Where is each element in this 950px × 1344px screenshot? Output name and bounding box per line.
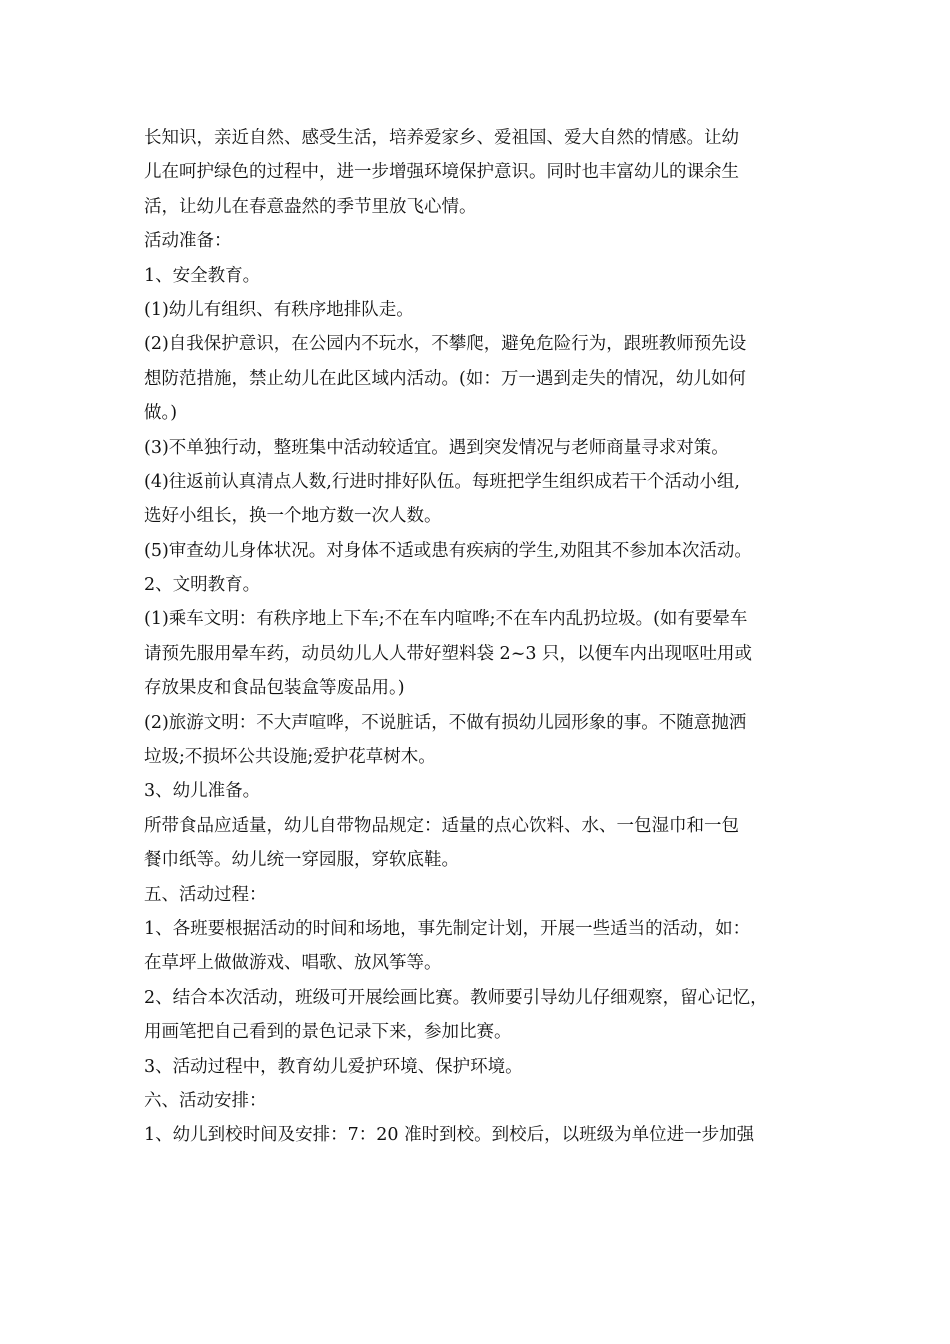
subsection-heading: 3、幼儿准备。 <box>144 781 261 802</box>
text-line: 做。) <box>144 403 178 424</box>
text-line: (1)乘车文明：有秩序地上下车;不在车内喧哗;不在车内乱扔垃圾。(如有要晕车 <box>144 609 748 630</box>
section-heading: 六、活动安排： <box>144 1090 267 1111</box>
section-heading: 活动准备： <box>144 231 232 252</box>
subsection-heading: 2、文明教育。 <box>144 575 261 596</box>
text-line: (2)旅游文明：不大声喧哗，不说脏话，不做有损幼儿园形象的事。不随意抛洒 <box>144 712 747 733</box>
text-line: 垃圾;不损坏公共设施;爱护花草树木。 <box>144 747 436 768</box>
text-line: 儿在呵护绿色的过程中，进一步增强环境保护意识。同时也丰富幼儿的课余生 <box>144 162 739 183</box>
text-line: 1、幼儿到校时间及安排：7：20 准时到校。到校后，以班级为单位进一步加强 <box>144 1125 755 1146</box>
text-line: (2)自我保护意识，在公园内不玩水，不攀爬，避免危险行为，跟班教师预先设 <box>144 334 747 355</box>
text-line: 存放果皮和食品包装盒等废品用。) <box>144 678 405 699</box>
text-line: 所带食品应适量，幼儿自带物品规定：适量的点心饮料、水、一包湿巾和一包 <box>144 815 739 836</box>
text-line: 请预先服用晕车药，动员幼儿人人带好塑料袋 2~3 只，以便车内出现呕吐用或 <box>144 643 753 664</box>
text-line: 用画笔把自己看到的景色记录下来，参加比赛。 <box>144 1022 512 1043</box>
text-line: 在草坪上做做游戏、唱歌、放风筝等。 <box>144 953 442 974</box>
text-line: 2、结合本次活动，班级可开展绘画比赛。教师要引导幼儿仔细观察，留心记忆， <box>144 987 768 1008</box>
text-line: 餐巾纸等。幼儿统一穿园服，穿软底鞋。 <box>144 850 459 871</box>
text-line: 1、各班要根据活动的时间和场地，事先制定计划，开展一些适当的活动，如： <box>144 918 751 939</box>
section-heading: 五、活动过程： <box>144 884 267 905</box>
subsection-heading: 1、安全教育。 <box>144 265 261 286</box>
document-body <box>144 121 814 1153</box>
text-line: 选好小组长，换一个地方数一次人数。 <box>144 506 442 527</box>
text-line: 3、活动过程中，教育幼儿爱护环境、保护环境。 <box>144 1056 523 1077</box>
text-line: 活，让幼儿在春意盎然的季节里放飞心情。 <box>144 196 477 217</box>
text-line: (1)幼儿有组织、有秩序地排队走。 <box>144 299 414 320</box>
text-line: (3)不单独行动，整班集中活动较适宜。遇到突发情况与老师商量寻求对策。 <box>144 437 729 458</box>
text-line: (5)审查幼儿身体状况。对身体不适或患有疾病的学生,劝阻其不参加本次活动。 <box>144 540 752 561</box>
text-line: (4)往返前认真清点人数,行进时排好队伍。每班把学生组织成若干个活动小组, <box>144 471 740 492</box>
text-line: 想防范措施，禁止幼儿在此区域内活动。(如：万一遇到走失的情况，幼儿如何 <box>144 368 746 389</box>
text-line: 长知识，亲近自然、感受生活，培养爱家乡、爱祖国、爱大自然的情感。让幼 <box>144 128 739 148</box>
